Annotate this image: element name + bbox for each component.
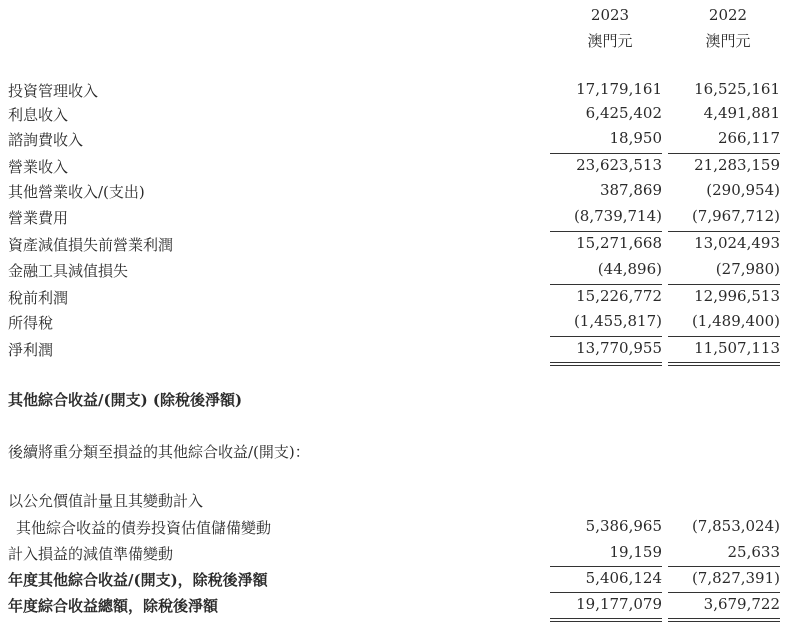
- row-investment-management-income: [0, 78, 792, 102]
- double-rule-2023: [550, 365, 662, 366]
- value-2023: 5,386,965: [585, 517, 662, 535]
- year-2022: 2022: [708, 6, 748, 24]
- double-rule-2023: [550, 621, 662, 622]
- row-interest-income: [0, 102, 792, 126]
- value-2022: 21,283,159: [694, 156, 780, 174]
- row-label: 年度綜合收益總額，除稅後淨額: [8, 597, 219, 615]
- row-label: 所得稅: [8, 314, 54, 332]
- column-header-2022: [678, 6, 778, 50]
- value-2022: (7,853,024): [691, 517, 780, 535]
- value-2022: 4,491,881: [703, 104, 780, 122]
- row-operating-profit-before-impairment: [0, 232, 792, 256]
- value-2023: 6,425,402: [585, 104, 662, 122]
- row-label: 年度其他綜合收益/(開支)，除稅後淨額: [8, 571, 268, 589]
- value-2023: 17,179,161: [576, 80, 662, 98]
- row-total-comprehensive-income: [0, 593, 792, 617]
- value-2022: 12,996,513: [694, 287, 780, 305]
- row-label: 資產減值損失前營業利潤: [8, 236, 174, 254]
- row-label: 投資管理收入: [8, 82, 99, 100]
- value-2022: 11,507,113: [694, 339, 780, 357]
- fvoci-label-line1: 以公允價值計量且其變動計入: [8, 492, 204, 510]
- row-impairment-losses: [0, 258, 792, 282]
- value-2022: (1,489,400): [691, 312, 780, 330]
- row-label: 淨利潤: [8, 341, 54, 359]
- row-fvoci-reserve-change: [0, 515, 792, 539]
- value-2022: (290,954): [706, 181, 780, 199]
- value-2023: 18,950: [609, 129, 662, 147]
- oci-subtitle: 後續將重分類至損益的其他綜合收益/(開支)：: [8, 443, 310, 461]
- row-label: 其他營業收入/(支出): [8, 183, 145, 201]
- row-operating-income: [0, 154, 792, 178]
- row-label: 其他綜合收益的債券投資估值儲備變動: [16, 519, 272, 537]
- value-2023: 5,406,124: [585, 569, 662, 587]
- row-income-tax: [0, 310, 792, 334]
- value-2022: 13,024,493: [694, 234, 780, 252]
- value-2022: (7,827,391): [691, 569, 780, 587]
- value-2023: 13,770,955: [576, 339, 662, 357]
- row-label: 稅前利潤: [8, 289, 69, 307]
- double-rule-2023: [550, 618, 662, 619]
- value-2023: (8,739,714): [573, 207, 662, 225]
- row-label: 營業費用: [8, 209, 69, 227]
- value-2023: 23,623,513: [576, 156, 662, 174]
- row-impairment-allowance-change: [0, 541, 792, 565]
- double-rule-2023: [550, 362, 662, 363]
- value-2022: (7,967,712): [691, 207, 780, 225]
- row-label: 利息收入: [8, 106, 69, 124]
- value-2023: 15,226,772: [576, 287, 662, 305]
- value-2022: (27,980): [715, 260, 780, 278]
- row-total-oci: [0, 567, 792, 591]
- year-2023: 2023: [590, 6, 630, 24]
- row-net-profit: [0, 337, 792, 361]
- currency-2023: 澳門元: [587, 32, 633, 50]
- value-2023: (1,455,817): [573, 312, 662, 330]
- column-header-2023: [560, 6, 660, 50]
- value-2022: 3,679,722: [703, 595, 780, 613]
- value-2023: (44,896): [597, 260, 662, 278]
- row-other-operating-income: [0, 179, 792, 203]
- value-2023: 19,159: [609, 543, 662, 561]
- row-label: 計入損益的減值準備變動: [8, 545, 174, 563]
- double-rule-2022: [668, 365, 780, 366]
- row-label: 諮詢費收入: [8, 131, 84, 149]
- currency-2022: 澳門元: [705, 32, 751, 50]
- row-profit-before-tax: [0, 285, 792, 309]
- value-2022: 16,525,161: [694, 80, 780, 98]
- double-rule-2022: [668, 618, 780, 619]
- row-operating-expenses: [0, 205, 792, 229]
- value-2022: 25,633: [727, 543, 780, 561]
- value-2022: 266,117: [717, 129, 780, 147]
- value-2023: 15,271,668: [576, 234, 662, 252]
- value-2023: 387,869: [599, 181, 662, 199]
- oci-section-title: 其他綜合收益/(開支) (除稅後淨額): [8, 391, 243, 409]
- row-label: 營業收入: [8, 158, 69, 176]
- value-2023: 19,177,079: [576, 595, 662, 613]
- double-rule-2022: [668, 621, 780, 622]
- row-advisory-fee-income: [0, 127, 792, 151]
- row-label: 金融工具減值損失: [8, 262, 129, 280]
- double-rule-2022: [668, 362, 780, 363]
